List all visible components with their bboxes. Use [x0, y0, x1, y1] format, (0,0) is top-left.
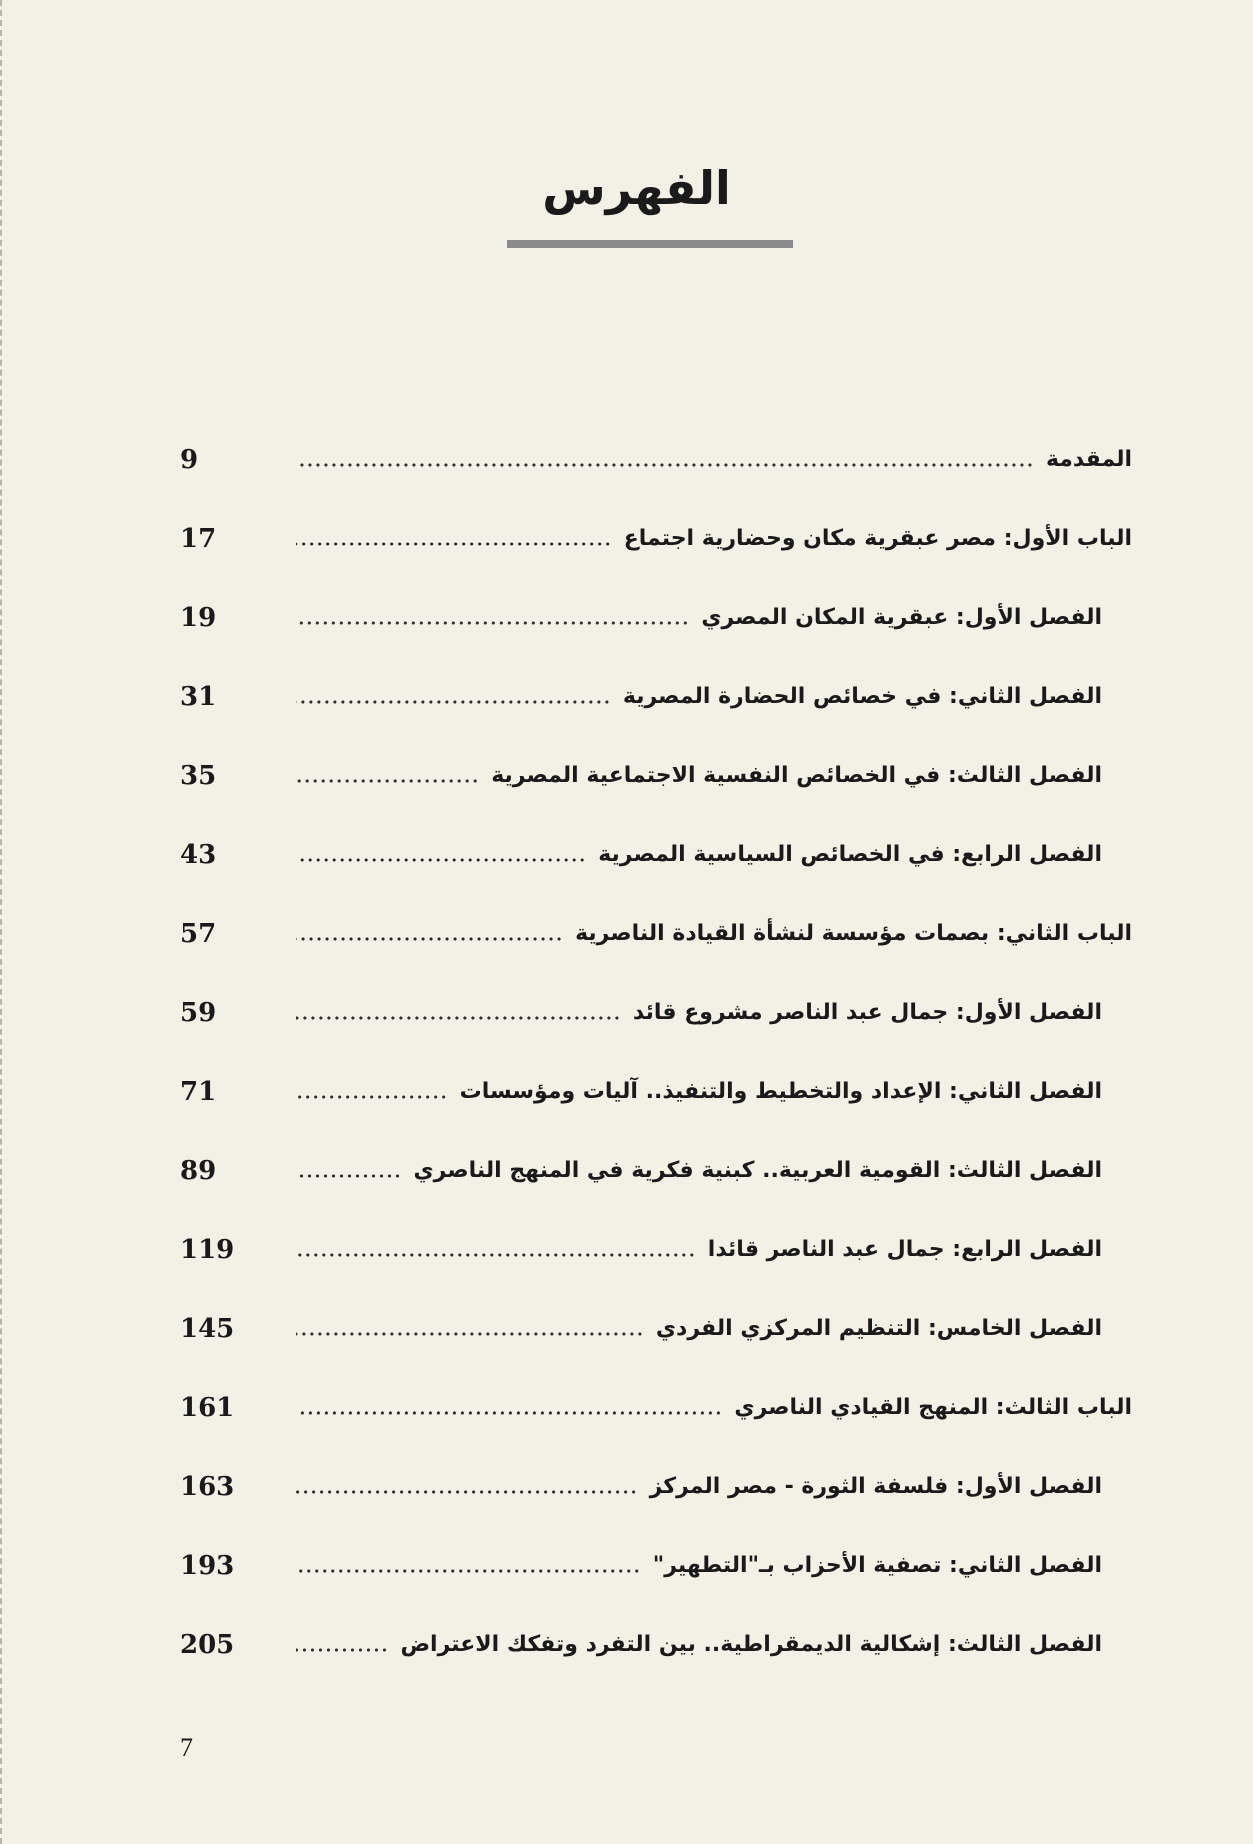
toc-entry-page: 89 — [180, 1155, 217, 1186]
toc-entry-page: 19 — [180, 602, 217, 633]
toc-entry-title: الباب الثالث: المنهج القيادي الناصري — [734, 1395, 1132, 1420]
toc-entry — [180, 420, 1132, 499]
dot-leader — [296, 858, 586, 862]
toc-entry-page: 35 — [180, 760, 217, 791]
toc-entry-title: الفصل الخامس: التنظيم المركزي الفردي — [655, 1316, 1102, 1341]
toc-entry-title: الفصل الثالث: القومية العربية.. كبنية فكرية في المنهج الناصري — [413, 1158, 1102, 1183]
toc-entry — [180, 578, 1110, 657]
toc-entry-page: 31 — [180, 681, 217, 712]
toc-entry-page: 71 — [180, 1076, 217, 1107]
dot-leader — [296, 1569, 641, 1573]
dot-leader — [296, 1016, 621, 1020]
toc-entry-page: 163 — [180, 1471, 235, 1502]
toc-entry — [180, 1526, 1110, 1605]
toc-entry — [180, 1052, 1110, 1131]
toc-entry-page: 193 — [180, 1550, 235, 1581]
page-number: 7 — [180, 1733, 193, 1762]
toc-entry-title: الفصل الأول: جمال عبد الناصر مشروع قائد — [632, 1000, 1102, 1025]
toc-entry — [180, 815, 1110, 894]
toc-entry — [180, 1210, 1110, 1289]
dot-leader — [296, 1648, 388, 1652]
toc-entry-title: الفصل الثاني: في خصائص الحضارة المصرية — [622, 684, 1102, 709]
dot-leader — [296, 1411, 722, 1415]
page-title: الفهرس — [542, 161, 731, 215]
toc-entry-page: 17 — [180, 523, 217, 554]
dot-leader — [296, 1332, 644, 1336]
toc-entry-title: الفصل الثاني: تصفية الأحزاب بـ"التطهير" — [652, 1553, 1102, 1578]
toc-entry — [180, 1368, 1132, 1447]
toc-entry-page: 57 — [180, 918, 217, 949]
toc-entry-title: الفصل الأول: عبقرية المكان المصري — [701, 605, 1102, 630]
toc-entry-page: 145 — [180, 1313, 235, 1344]
toc-entry-page: 119 — [180, 1234, 235, 1265]
table-of-contents — [180, 420, 1132, 1684]
dot-leader — [296, 1174, 402, 1178]
dot-leader — [296, 937, 563, 941]
toc-entry-title: الفصل الثالث: في الخصائص النفسية الاجتماعية المصرية — [491, 763, 1102, 788]
dot-leader — [296, 1490, 638, 1494]
toc-entry — [180, 657, 1110, 736]
dot-leader — [296, 1095, 448, 1099]
toc-entry-title: الباب الثاني: بصمات مؤسسة لنشأة القيادة الناصرية — [575, 921, 1132, 946]
toc-entry-title: الفصل الرابع: في الخصائص السياسية المصرية — [598, 842, 1102, 867]
title-underline — [507, 240, 793, 248]
toc-entry-page: 43 — [180, 839, 217, 870]
toc-entry — [180, 1447, 1110, 1526]
toc-entry-title: الفصل الثاني: الإعداد والتخطيط والتنفيذ.. آليات ومؤسسات — [459, 1079, 1102, 1104]
toc-entry — [180, 736, 1110, 815]
toc-entry-title: الفصل الثالث: إشكالية الديمقراطية.. بين التفرد وتفكك الاعتراض — [400, 1632, 1102, 1657]
toc-entry — [180, 1289, 1110, 1368]
toc-entry — [180, 973, 1110, 1052]
page-edge-perforation — [0, 0, 6, 1844]
dot-leader — [296, 1253, 696, 1257]
toc-entry-page: 205 — [180, 1629, 235, 1660]
toc-entry — [180, 1131, 1110, 1210]
toc-entry-title: الفصل الرابع: جمال عبد الناصر قائدا — [707, 1237, 1102, 1262]
dot-leader — [296, 700, 611, 704]
toc-entry — [180, 894, 1132, 973]
toc-entry — [180, 499, 1132, 578]
dot-leader — [296, 779, 479, 783]
toc-entry-title: الباب الأول: مصر عبقرية مكان وحضارية اجتماع — [623, 526, 1132, 551]
toc-entry — [180, 1605, 1110, 1684]
toc-entry-page: 9 — [180, 444, 199, 475]
dot-leader — [296, 463, 1034, 467]
dot-leader — [296, 542, 612, 546]
dot-leader — [296, 621, 689, 625]
toc-entry-title: الفصل الأول: فلسفة الثورة - مصر المركز — [649, 1474, 1102, 1499]
toc-entry-page: 161 — [180, 1392, 235, 1423]
toc-entry-page: 59 — [180, 997, 217, 1028]
toc-entry-title: المقدمة — [1045, 447, 1132, 472]
